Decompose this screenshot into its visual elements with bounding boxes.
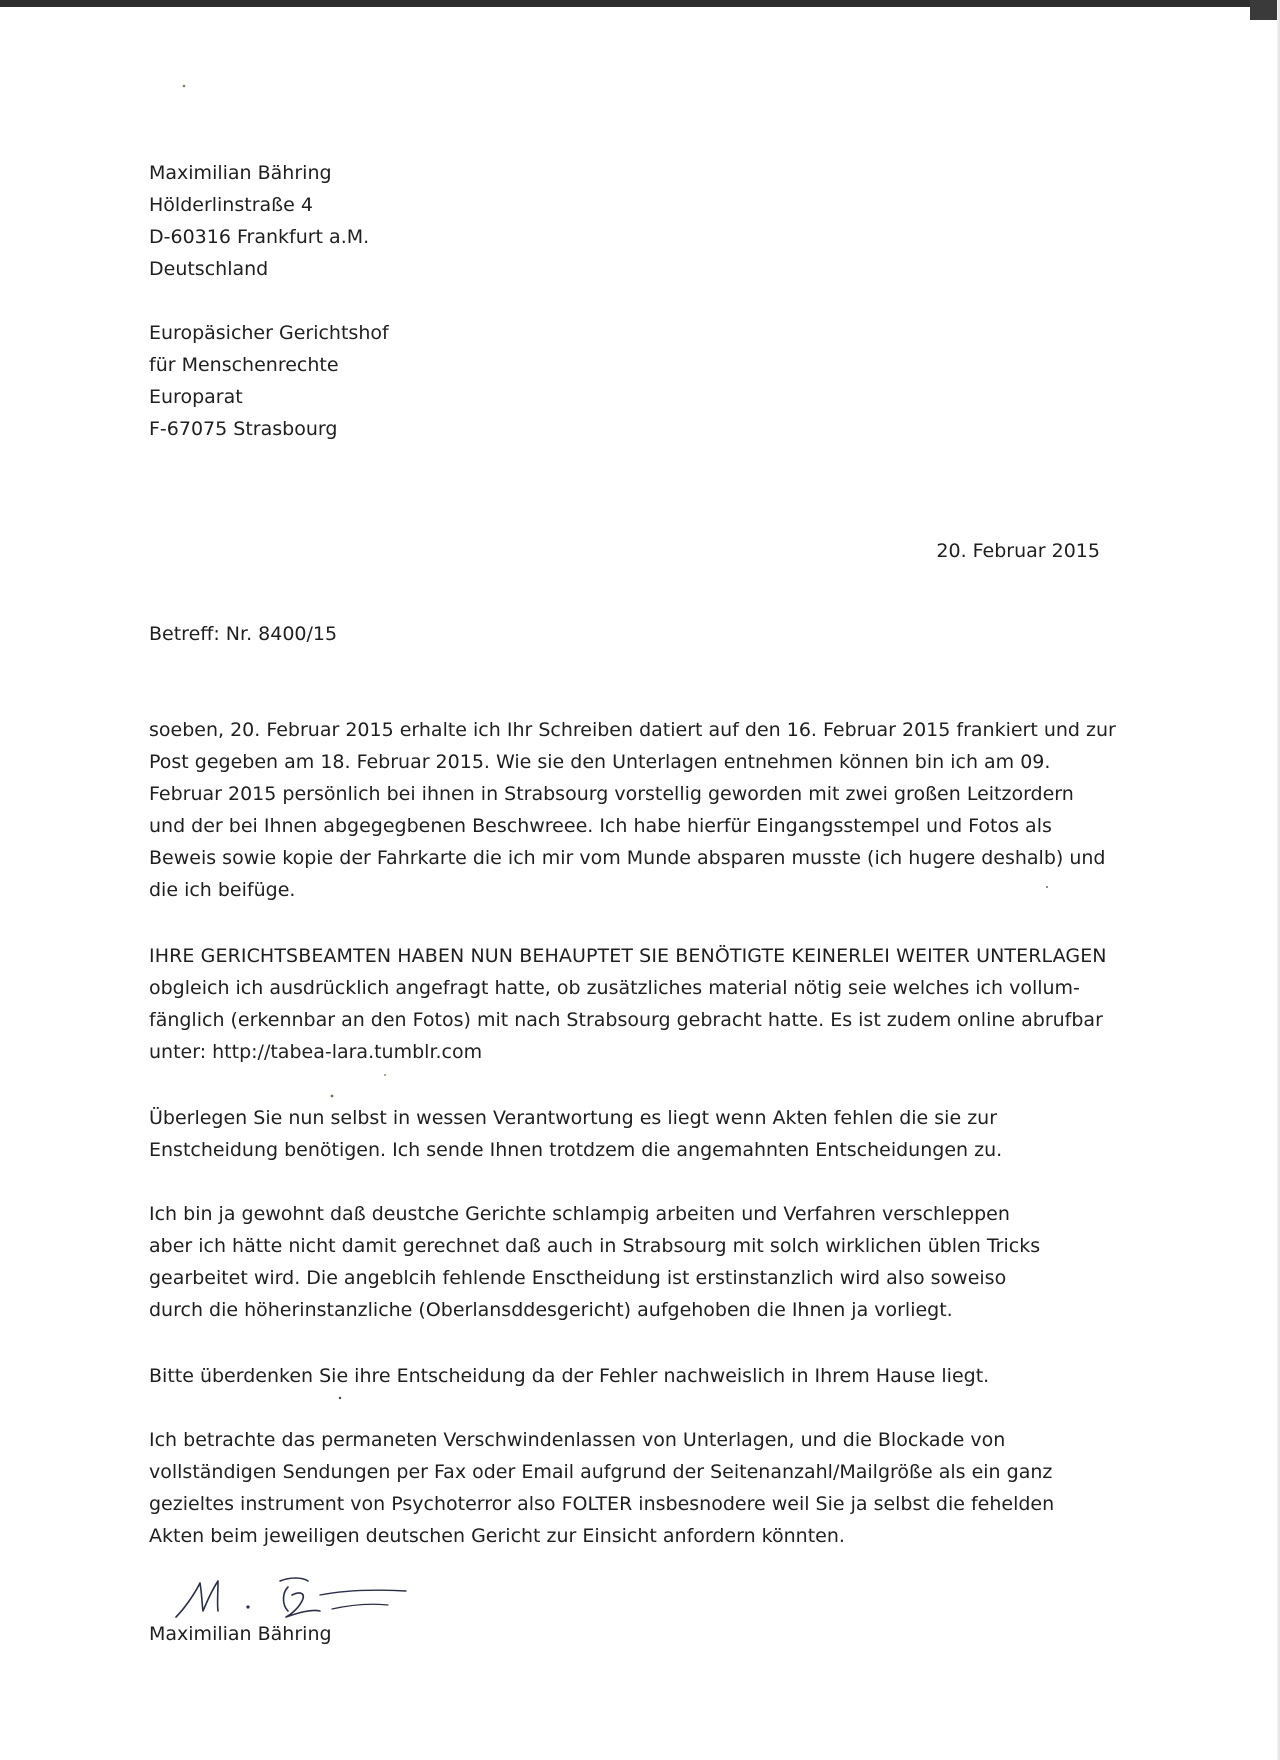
recipient-line-3: Europarat bbox=[149, 386, 243, 408]
body-line: vollständigen Sendungen per Fax oder Email aufgrund der Seitenanzahl/Mailgröße als ein ganz bbox=[149, 1461, 1053, 1483]
body-line: durch die höherinstanzliche (Oberlansddesgericht) aufgehoben die Ihnen ja vorliegt. bbox=[149, 1299, 953, 1321]
body-line: Ich bin ja gewohnt daß deustche Gerichte schlampig arbeiten und Verfahren verschleppen bbox=[149, 1203, 1010, 1225]
body-line: gezieltes instrument von Psychoterror also FOLTER insbesnodere weil Sie ja selbst die fehelden bbox=[149, 1493, 1055, 1515]
body-line: Ich betrachte das permaneten Verschwindenlassen von Unterlagen, und die Blockade von bbox=[149, 1429, 1006, 1451]
handwritten-signature bbox=[170, 1565, 420, 1625]
body-paragraph-2 bbox=[149, 940, 1107, 1068]
body-line: obgleich ich ausdrücklich angefragt hatte, ob zusätzliches material nötig seie welches ich vollum- bbox=[149, 977, 1080, 999]
sender-street: Hölderlinstraße 4 bbox=[149, 194, 313, 216]
sender-city: D-60316 Frankfurt a.M. bbox=[149, 226, 370, 248]
body-paragraph-5 bbox=[149, 1360, 1099, 1392]
body-paragraph-4 bbox=[149, 1198, 1099, 1326]
recipient-line-2: für Menschenrechte bbox=[149, 354, 339, 376]
body-line: soeben, 20. Februar 2015 erhalte ich Ihr Schreiben datiert auf den 16. Februar 2015 frankiert und zur bbox=[149, 719, 1116, 741]
body-line: Enstcheidung benötigen. Ich sende Ihnen trotdzem die angemahnten Entscheidungen zu. bbox=[149, 1139, 1003, 1161]
body-line: unter: http://tabea-lara.tumblr.com bbox=[149, 1041, 483, 1063]
body-paragraph-3 bbox=[149, 1102, 1099, 1166]
letter-date: 20. Februar 2015 bbox=[936, 540, 1100, 562]
recipient-address bbox=[149, 317, 1099, 445]
sender-address bbox=[149, 157, 1099, 285]
body-paragraph-1 bbox=[149, 714, 1116, 906]
body-line: und der bei Ihnen abgegegbenen Beschwreee. Ich habe hierfür Eingangsstempel und Fotos als bbox=[149, 815, 1052, 837]
sender-name: Maximilian Bähring bbox=[149, 162, 332, 184]
body-line: fänglich (erkennbar an den Fotos) mit nach Strabsourg gebracht hatte. Es ist zudem online abrufbar bbox=[149, 1009, 1103, 1031]
recipient-line-1: Europäsicher Gerichtshof bbox=[149, 322, 389, 344]
subject-text: Betreff: Nr. 8400/15 bbox=[149, 623, 338, 645]
recipient-line-4: F-67075 Strasbourg bbox=[149, 418, 338, 440]
closing-name-block bbox=[149, 1618, 1099, 1650]
body-line: Akten beim jeweiligen deutschen Gericht zur Einsicht anfordern könnten. bbox=[149, 1525, 845, 1547]
body-line: Bitte überdenken Sie ihre Entscheidung da der Fehler nachweislich in Ihrem Hause liegt. bbox=[149, 1365, 990, 1387]
body-line: aber ich hätte nicht damit gerechnet daß auch in Strabsourg mit solch wirklichen üblen Tricks bbox=[149, 1235, 1041, 1257]
body-line: Post gegeben am 18. Februar 2015. Wie sie den Unterlagen entnehmen können bin ich am 09. bbox=[149, 751, 1051, 773]
body-line: gearbeitet wird. Die angeblcih fehlende Ensctheidung ist erstinstanzlich wird also soweiso bbox=[149, 1267, 1007, 1289]
body-line: IHRE GERICHTSBEAMTEN HABEN NUN BEHAUPTET SIE BENÖTIGTE KEINERLEI WEITER UNTERLAGEN bbox=[149, 945, 1107, 967]
subject-line bbox=[149, 618, 1099, 650]
sender-country: Deutschland bbox=[149, 258, 269, 280]
body-line: Februar 2015 persönlich bei ihnen in Strabsourg vorstellig geworden mit zwei großen Leitzordern bbox=[149, 783, 1074, 805]
closing-name: Maximilian Bähring bbox=[149, 1623, 332, 1645]
body-paragraph-6 bbox=[149, 1424, 1099, 1552]
body-line: Beweis sowie kopie der Fahrkarte die ich mir vom Munde absparen musste (ich hugere deshalb) und bbox=[149, 847, 1106, 869]
body-line: Überlegen Sie nun selbst in wessen Verantwortung es liegt wenn Akten fehlen die sie zur bbox=[149, 1107, 998, 1129]
body-line: die ich beifüge. bbox=[149, 879, 296, 901]
